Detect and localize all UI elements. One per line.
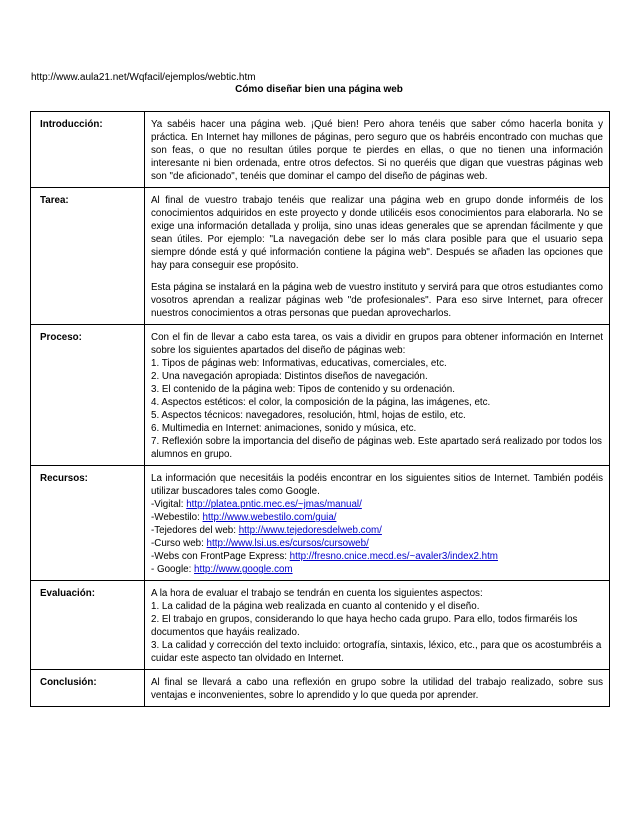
list-item: 4. Aspectos estéticos: el color, la composición de la página, las imágenes, etc. [151, 397, 491, 408]
webquest-table [30, 111, 610, 707]
table-row-tarea [31, 188, 610, 325]
resource-link-webestilo[interactable]: http://www.webestilo.com/guia/ [202, 512, 337, 523]
table-row-introduccion [31, 112, 610, 188]
resource-name: -Webestilo: [151, 512, 203, 523]
list-item: 3. La calidad y corrección del texto incluido: ortografía, sintaxis, léxico, etc., para que os acostumbréis a cuidar este aspecto tan olvidado en Internet. [151, 640, 602, 664]
row-content-evaluacion [145, 581, 610, 670]
list-item: 3. El contenido de la página web: Tipos de contenido y su ordenación. [151, 384, 455, 395]
list-item: 6. Multimedia en Internet: animaciones, sonido y música, etc. [151, 423, 417, 434]
resource-name: -Tejedores del web: [151, 525, 239, 536]
table-row-recursos [31, 466, 610, 581]
resource-link-tejedores[interactable]: http://www.tejedoresdelweb.com/ [238, 525, 382, 536]
row-content-introduccion [145, 112, 610, 188]
resource-item-frontpage [151, 550, 603, 563]
row-label-introduccion: Introducción: [31, 112, 145, 188]
resource-item-google [151, 563, 603, 576]
resource-list [151, 498, 603, 576]
tarea-paragraph-2: Esta página se instalará en la página web de vuestro instituto y servirá para que otros estudiantes como vosotros aprendan a realizar páginas web "de profesionales". Para eso sirve Internet, para ofrecer nuestros conocimientos a otras personas que puedan aprovecharlos. [151, 282, 603, 319]
row-content-tarea [145, 188, 610, 325]
resource-item-webestilo [151, 511, 603, 524]
list-item: 5. Aspectos técnicos: navegadores, resolución, html, hojas de estilo, etc. [151, 410, 466, 421]
resource-link-frontpage[interactable]: http://fresno.cnice.mecd.es/~avaler3/index2.htm [289, 551, 498, 562]
list-item: 2. Una navegación apropiada: Distintos diseños de navegación. [151, 371, 428, 382]
resource-item-curso-web [151, 537, 603, 550]
proceso-intro: Con el fin de llevar a cabo esta tarea, os vais a dividir en grupos para obtener información en Internet sobre los siguientes apartados del diseño de páginas web: [151, 332, 603, 356]
proceso-list [151, 357, 603, 461]
row-content-conclusion [145, 670, 610, 707]
table-row-conclusion [31, 670, 610, 707]
tarea-paragraph-1: Al final de vuestro trabajo tenéis que realizar una página web en grupo donde informéis de los conocimientos adquiridos en este proyecto y donde utilicéis esos conocimientos para elaborarla. No se exige una información detallada y prolija, sino unas ideas generales que se aprendan fácilmente y que sean útiles. Por ejemplo: "La navegación debe ser lo más clara posible para que el usuario sepa siempre dónde está y qué información contiene la página web". Después se añaden las opciones que hay para conseguir ese propósito. [151, 195, 603, 271]
list-item: 1. La calidad de la página web realizada en cuanto al contenido y el diseño. [151, 601, 480, 612]
row-content-recursos [145, 466, 610, 581]
row-label-proceso: Proceso: [31, 325, 145, 466]
row-label-tarea: Tarea: [31, 188, 145, 325]
resource-name: -Webs con FrontPage Express: [151, 551, 290, 562]
resource-item-tejedores [151, 524, 603, 537]
list-item: 7. Reflexión sobre la importancia del diseño de páginas web. Este apartado será realizado por todos los alumnos en grupo. [151, 436, 602, 460]
list-item: 2. El trabajo en grupos, considerando lo que haya hecho cada grupo. Para ello, todos firmaréis los documentos que hayáis realizado. [151, 614, 578, 638]
resource-item-vigital [151, 498, 603, 511]
resource-name: -Curso web: [151, 538, 207, 549]
source-url: http://www.aula21.net/Wqfacil/ejemplos/webtic.htm [31, 72, 256, 83]
table-row-evaluacion [31, 581, 610, 670]
resource-link-curso-web[interactable]: http://www.lsi.us.es/cursos/cursoweb/ [206, 538, 369, 549]
resource-link-google[interactable]: http://www.google.com [194, 564, 293, 575]
row-label-recursos: Recursos: [31, 466, 145, 581]
conclusion-text: Al final se llevará a cabo una reflexión en grupo sobre la utilidad del trabajo realizado, sobre sus ventajas e inconvenientes, sobre lo aprendido y lo que queda por aprender. [151, 677, 603, 701]
resource-name: -Vigital: [151, 499, 187, 510]
list-item: 1. Tipos de páginas web: Informativas, educativas, comerciales, etc. [151, 358, 447, 369]
page-title: Cómo diseñar bien una página web [235, 84, 403, 95]
resource-name: - Google: [151, 564, 195, 575]
table-row-proceso [31, 325, 610, 466]
row-label-evaluacion: Evaluación: [31, 581, 145, 670]
introduccion-text: Ya sabéis hacer una página web. ¡Qué bien! Pero ahora tenéis que saber cómo hacerla bonita y práctica. En Internet hay millones de páginas, pero seguro que os habréis encontrado con muchas que son feas, o que no resultan útiles porque te pierdes en ellas, o que no tienen una información interesante ni bien ordenada, entre otros defectos. Si no queréis que digan que vuestras páginas web son "de aficionado", tenéis que dominar el campo del diseño de páginas web. [151, 119, 603, 182]
row-label-conclusion: Conclusión: [31, 670, 145, 707]
recursos-intro: La información que necesitáis la podéis encontrar en los siguientes sitios de Internet. También podéis utilizar buscadores tales como Google. [151, 473, 603, 497]
resource-link-vigital[interactable]: http://platea.pntic.mec.es/~jmas/manual/ [186, 499, 362, 510]
evaluacion-intro: A la hora de evaluar el trabajo se tendrán en cuenta los siguientes aspectos: [151, 588, 483, 599]
row-content-proceso [145, 325, 610, 466]
